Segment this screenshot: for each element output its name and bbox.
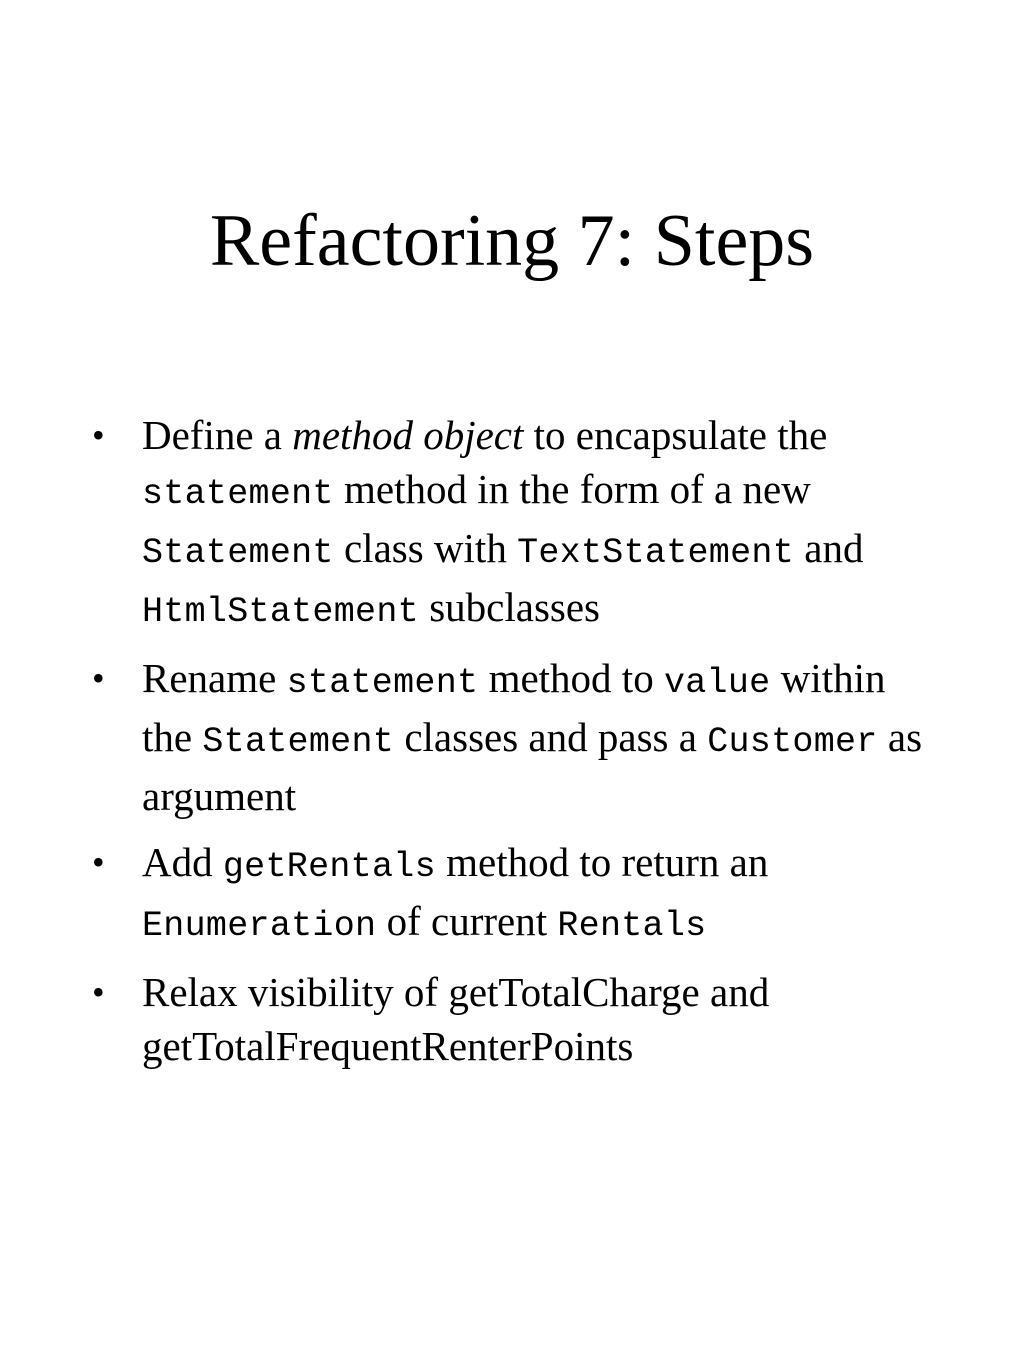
text-run: method to	[478, 655, 664, 701]
code-term: Statement	[142, 533, 334, 573]
code-term: getRentals	[222, 847, 436, 887]
bullet-icon: •	[92, 972, 105, 1012]
text-run: as argument	[142, 714, 923, 819]
bullet-item-2	[92, 651, 932, 823]
bullet-item-3	[92, 835, 932, 953]
bullet-text-3	[142, 839, 768, 944]
text-run: and	[794, 525, 864, 571]
text-run: method to return an	[435, 839, 769, 885]
bullet-icon: •	[92, 842, 105, 882]
code-term: statement	[286, 663, 479, 703]
text-run: of current	[376, 898, 558, 944]
code-term: Enumeration	[142, 906, 377, 946]
bullet-text-2	[142, 655, 922, 819]
text-run: classes and pass a	[394, 714, 708, 760]
text-run: method in the form of a new	[333, 466, 811, 512]
bullet-icon: •	[92, 415, 105, 455]
code-term: statement	[142, 474, 334, 514]
code-term: Rentals	[557, 906, 707, 946]
code-term: Customer	[707, 722, 878, 762]
bullet-text-1	[142, 412, 863, 630]
bullet-text-4	[142, 969, 769, 1069]
bullet-list	[92, 408, 932, 1085]
code-term: HtmlStatement	[142, 592, 419, 632]
italic-term: method object	[292, 412, 524, 458]
text-run: to encapsulate the	[523, 412, 828, 458]
text-run: subclasses	[418, 584, 601, 630]
text-run: Relax visibility of getTotalCharge and getTotalFrequentRenterPoints	[142, 969, 770, 1069]
text-run: within the	[142, 655, 886, 760]
bullet-icon: •	[92, 658, 105, 698]
text-run: Rename	[142, 655, 287, 701]
text-run: class with	[333, 525, 518, 571]
text-run: Add	[142, 839, 223, 885]
code-term: TextStatement	[517, 533, 795, 573]
code-term: Statement	[202, 722, 395, 762]
bullet-item-4	[92, 965, 932, 1073]
code-term: value	[663, 663, 771, 703]
slide-title: Refactoring 7: Steps	[209, 200, 815, 282]
text-run: Define a	[142, 412, 293, 458]
bullet-item-1	[92, 408, 932, 639]
